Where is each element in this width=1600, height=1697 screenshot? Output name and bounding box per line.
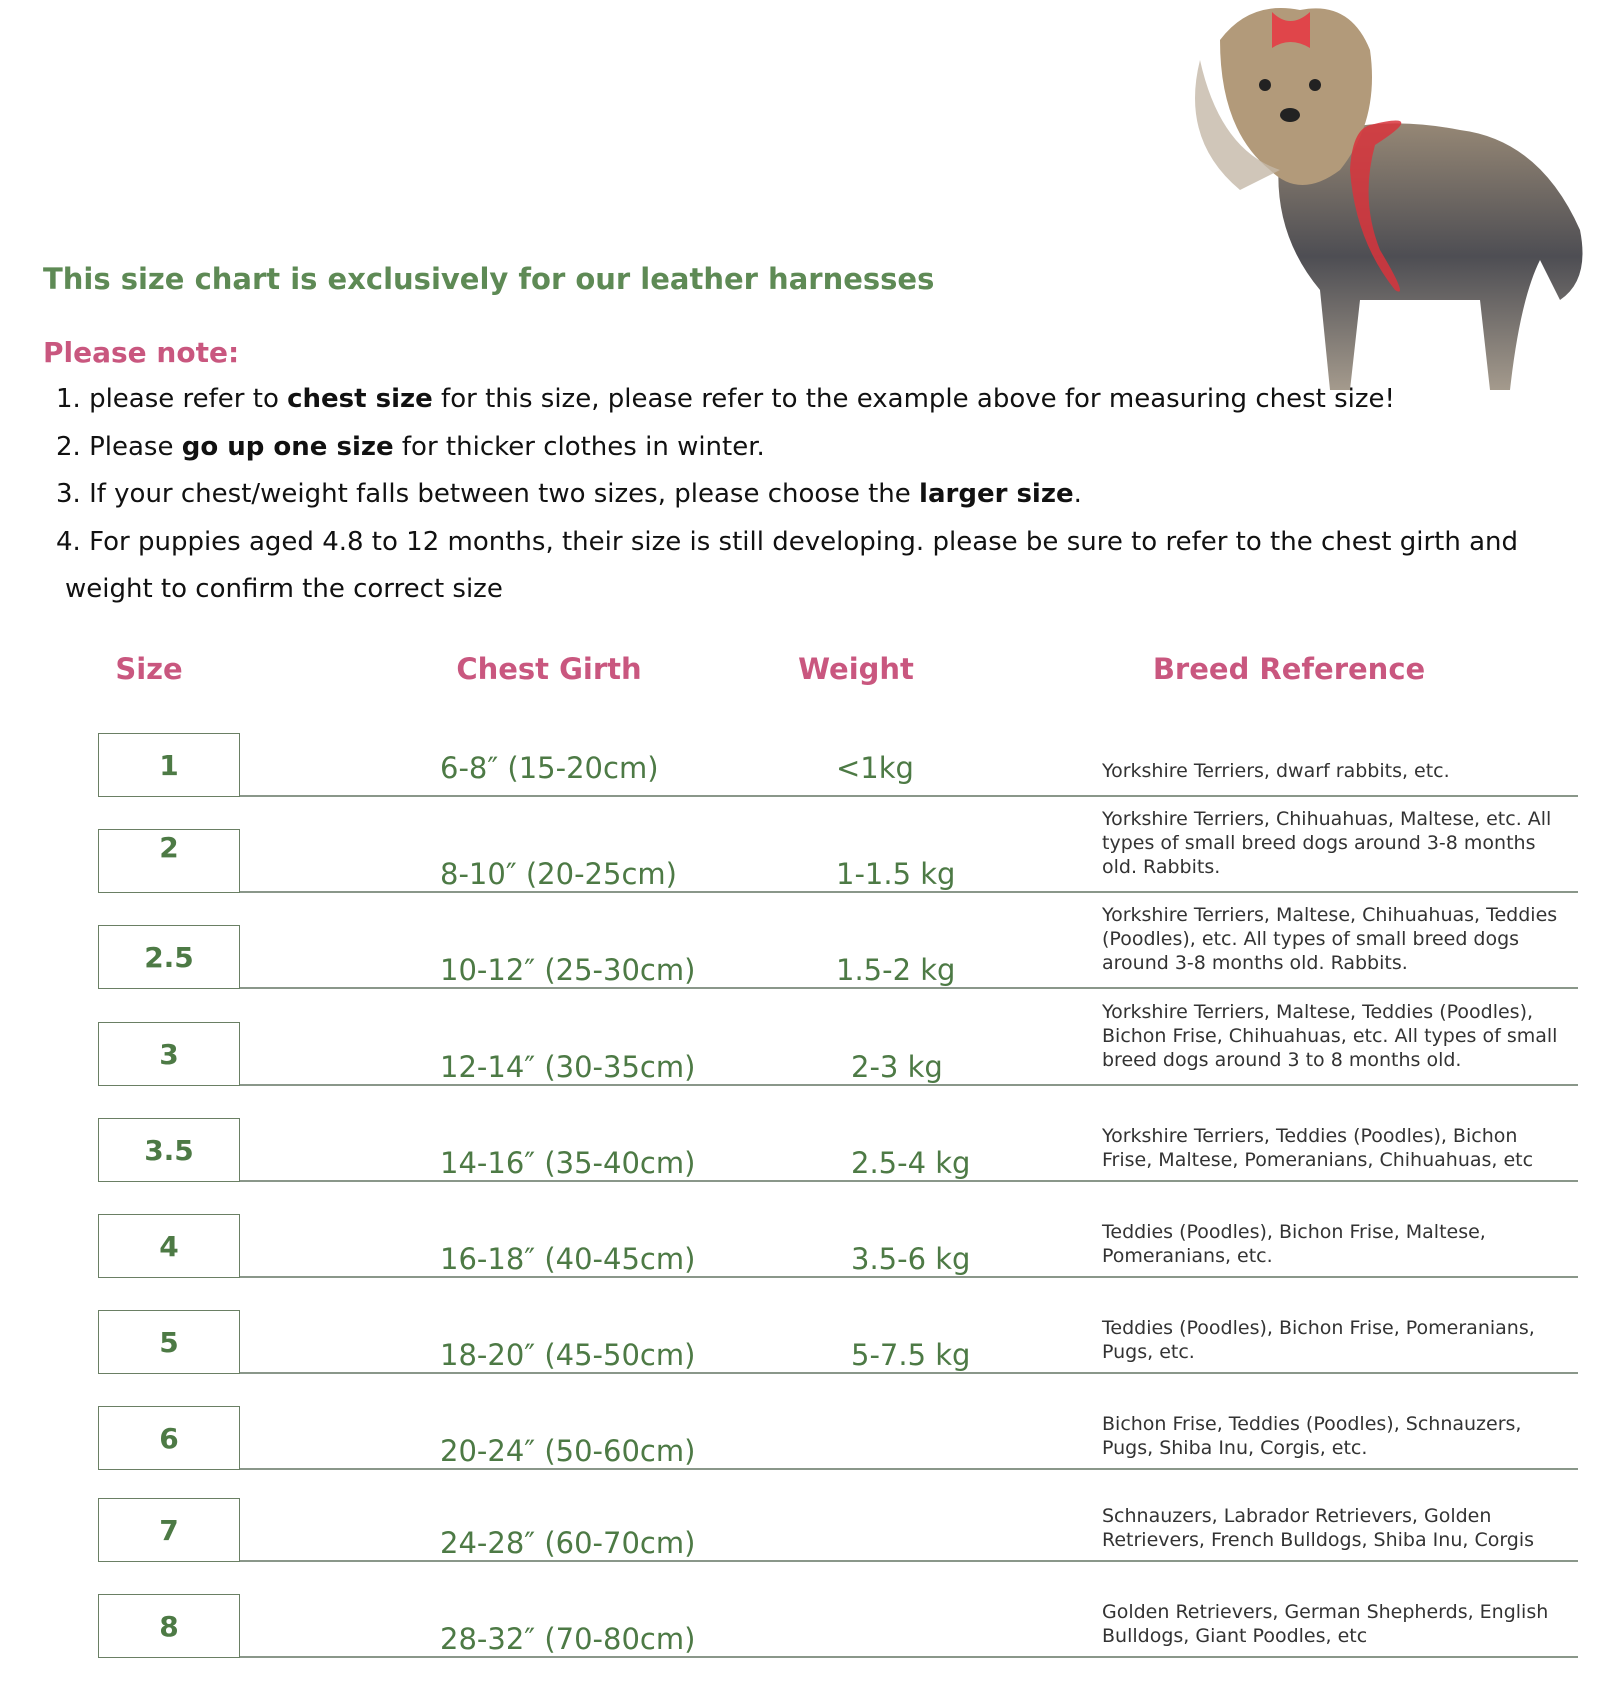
dog-measurement-illustration bbox=[1160, 0, 1600, 412]
chest-girth-value: 28-32″ (70-80cm) bbox=[440, 1622, 696, 1656]
breed-reference-value: Teddies (Poodles), Bichon Frise, Pomeranians, Pugs, etc. bbox=[1102, 1317, 1535, 1363]
row-divider bbox=[240, 1656, 1578, 1658]
weight-value: 1.5-2 kg bbox=[836, 953, 956, 987]
note-text: . bbox=[1073, 479, 1082, 509]
row-divider bbox=[240, 1560, 1578, 1562]
size-box bbox=[98, 1310, 240, 1374]
size-value: 8 bbox=[159, 1609, 179, 1643]
row-divider bbox=[240, 1468, 1578, 1470]
page-title: This size chart is exclusively for our leather harnesses bbox=[43, 262, 935, 296]
chest-girth-value: 20-24″ (50-60cm) bbox=[440, 1434, 696, 1468]
row-divider bbox=[240, 891, 1578, 893]
breed-reference-value: Yorkshire Terriers, Teddies (Poodles), Bichon Frise, Maltese, Pomeranians, Chihuahuas, etc bbox=[1102, 1125, 1534, 1171]
note-number: 3. bbox=[56, 479, 81, 509]
size-value: 2 bbox=[159, 830, 179, 864]
weight-value: 3.5-6 kg bbox=[851, 1242, 971, 1276]
breed-reference-value: Yorkshire Terriers, Maltese, Teddies (Poodles), Bichon Frise, Chihuahuas, etc. All types of small breed dogs around 3 to 8 months old. bbox=[1102, 1001, 1558, 1071]
note-emphasis: chest size bbox=[287, 384, 433, 414]
size-box bbox=[98, 1214, 240, 1278]
size-value: 6 bbox=[159, 1421, 179, 1455]
size-box bbox=[98, 829, 240, 893]
breed-reference-value: Yorkshire Terriers, Maltese, Chihuahuas, Teddies (Poodles), etc. All types of small breed dogs around 3-8 months old. Rabbits. bbox=[1102, 904, 1558, 974]
size-box bbox=[98, 1118, 240, 1182]
size-value: 5 bbox=[159, 1325, 179, 1359]
chest-girth-value: 24-28″ (60-70cm) bbox=[440, 1526, 696, 1560]
size-value: 3.5 bbox=[144, 1133, 194, 1167]
size-box bbox=[98, 733, 240, 797]
row-divider bbox=[240, 1084, 1578, 1086]
row-divider bbox=[240, 987, 1578, 989]
note-item-4 bbox=[56, 527, 1518, 557]
size-box bbox=[98, 1406, 240, 1470]
size-box bbox=[98, 1022, 240, 1086]
header-weight: Weight bbox=[798, 652, 914, 686]
note-emphasis: go up one size bbox=[181, 432, 394, 462]
breed-reference-value: Yorkshire Terriers, Chihuahuas, Maltese, etc. All types of small breed dogs around 3-8 months old. Rabbits. bbox=[1102, 808, 1552, 878]
chest-girth-value: 8-10″ (20-25cm) bbox=[440, 857, 677, 891]
note-number: 1. bbox=[56, 384, 81, 414]
note-text: for thicker clothes in winter. bbox=[393, 432, 765, 462]
chest-girth-value: 16-18″ (40-45cm) bbox=[440, 1242, 696, 1276]
weight-value: 2-3 kg bbox=[851, 1050, 943, 1084]
note-item-4-continued: weight to confirm the correct size bbox=[65, 574, 503, 604]
breed-reference-value: Teddies (Poodles), Bichon Frise, Maltese, Pomeranians, etc. bbox=[1102, 1221, 1486, 1267]
row-divider bbox=[240, 1276, 1578, 1278]
header-size: Size bbox=[115, 652, 183, 686]
breed-reference-value: Yorkshire Terriers, dwarf rabbits, etc. bbox=[1102, 760, 1450, 782]
breed-reference-value: Bichon Frise, Teddies (Poodles), Schnauzers, Pugs, Shiba Inu, Corgis, etc. bbox=[1102, 1413, 1522, 1459]
weight-value: 1-1.5 kg bbox=[836, 857, 956, 891]
row-divider bbox=[240, 795, 1578, 797]
header-breed-reference: Breed Reference bbox=[1152, 652, 1426, 686]
row-divider bbox=[240, 1180, 1578, 1182]
note-text: for this size, please refer to the example above for measuring chest size! bbox=[432, 384, 1395, 414]
note-text: Please bbox=[80, 432, 182, 462]
chest-girth-value: 6-8″ (15-20cm) bbox=[440, 751, 659, 785]
size-value: 2.5 bbox=[144, 940, 194, 974]
note-text: If your chest/weight falls between two sizes, please choose the bbox=[80, 479, 920, 509]
size-value: 7 bbox=[159, 1513, 179, 1547]
size-box bbox=[98, 1498, 240, 1562]
header-chest-girth: Chest Girth bbox=[456, 652, 642, 686]
note-item-2 bbox=[56, 432, 765, 462]
note-text: For puppies aged 4.8 to 12 months, their size is still developing. please be sure to refer to the chest girth and bbox=[80, 527, 1519, 557]
note-item-3 bbox=[56, 479, 1082, 509]
note-emphasis: larger size bbox=[919, 479, 1074, 509]
breed-reference-value: Schnauzers, Labrador Retrievers, Golden Retrievers, French Bulldogs, Shiba Inu, Corgis bbox=[1102, 1505, 1535, 1551]
chest-girth-value: 12-14″ (30-35cm) bbox=[440, 1050, 696, 1084]
weight-value: 5-7.5 kg bbox=[851, 1338, 971, 1372]
size-box bbox=[98, 925, 240, 989]
note-number: 4. bbox=[56, 527, 81, 557]
row-divider bbox=[240, 1372, 1578, 1374]
size-value: 3 bbox=[159, 1037, 179, 1071]
chest-girth-value: 18-20″ (45-50cm) bbox=[440, 1338, 696, 1372]
weight-value: 2.5-4 kg bbox=[851, 1146, 971, 1180]
size-box bbox=[98, 1594, 240, 1658]
chest-girth-value: 10-12″ (25-30cm) bbox=[440, 953, 696, 987]
weight-value: <1kg bbox=[836, 751, 914, 785]
size-value: 4 bbox=[159, 1229, 179, 1263]
note-text: please refer to bbox=[80, 384, 288, 414]
chest-girth-value: 14-16″ (35-40cm) bbox=[440, 1146, 696, 1180]
size-value: 1 bbox=[159, 748, 179, 782]
note-number: 2. bbox=[56, 432, 81, 462]
note-item-1 bbox=[56, 384, 1395, 414]
note-heading: Please note: bbox=[43, 336, 240, 369]
breed-reference-value: Golden Retrievers, German Shepherds, English Bulldogs, Giant Poodles, etc bbox=[1102, 1601, 1549, 1647]
